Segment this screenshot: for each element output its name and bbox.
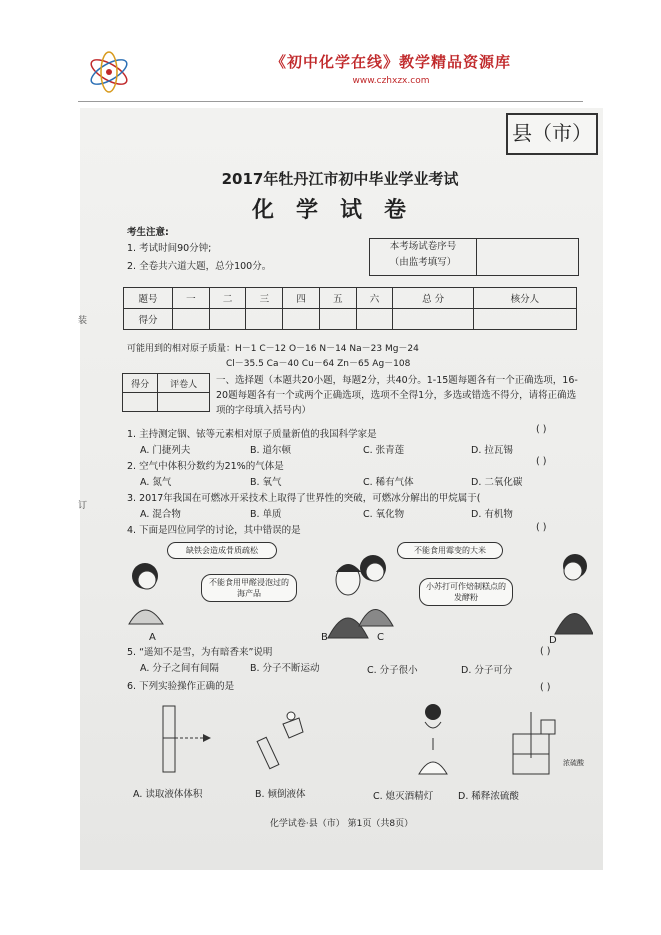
q3-option-d: D. 有机物 (471, 509, 513, 520)
q1-option-b: B. 道尔顿 (250, 445, 292, 456)
score-table-header-row (124, 288, 577, 309)
q1-option-a: A. 门捷列夫 (140, 445, 191, 456)
score-cell (246, 309, 283, 330)
q3-option-b: B. 单质 (250, 509, 282, 520)
grader-value-row (123, 393, 210, 412)
score-cell (393, 309, 473, 330)
q2-option-c: C. 稀有气体 (363, 477, 414, 488)
score-header-cell: 题号 (124, 288, 173, 309)
score-header-cell: 总 分 (393, 288, 473, 309)
notice-heading: 考生注意: (127, 227, 169, 238)
score-header-cell: 六 (356, 288, 393, 309)
score-table (123, 287, 577, 330)
score-cell (209, 309, 246, 330)
q6-option-d: D. 稀释浓硫酸 (458, 791, 519, 802)
atom-logo-icon (84, 51, 134, 93)
subject-title: 化学试卷 (251, 197, 428, 223)
score-header-cell: 三 (246, 288, 283, 309)
site-url[interactable]: www.czhxzx.com (352, 76, 430, 86)
question-5: 5. “遥知不是雪，为有暗香来”说明 (127, 647, 273, 658)
question-3: 3. 2017年我国在可燃冰开采技术上取得了世界性的突破，可燃冰分解出的甲烷属于( (127, 493, 481, 504)
score-cell (173, 309, 210, 330)
binding-mark: 订 (78, 501, 88, 511)
score-header-cell: 四 (283, 288, 320, 309)
answer-paren: ( ) (536, 522, 547, 533)
grader-header-row (123, 374, 210, 393)
q5-option-d: D. 分子可分 (461, 665, 513, 676)
q3-option-a: A. 混合物 (140, 509, 181, 520)
student-label-c: C (377, 632, 384, 643)
score-cell (319, 309, 356, 330)
lab-apparatus-illustration (123, 698, 593, 778)
student-label-d: D (549, 635, 557, 646)
notice-item-2: 2. 全卷共六道大题，总分100分。 (127, 261, 272, 272)
score-header-cell: 核分人 (473, 288, 576, 309)
scanned-exam-page (80, 108, 603, 870)
q5-option-a: A. 分子之间有间隔 (140, 663, 219, 674)
question-2: 2. 空气中体积分数约为21%的气体是 (127, 461, 284, 472)
answer-paren: ( ) (540, 682, 551, 693)
q3-option-c: C. 氧化物 (363, 509, 405, 520)
question-4: 4. 下面是四位同学的讨论，其中错误的是 (127, 525, 301, 536)
q1-option-d: D. 拉瓦锡 (471, 445, 513, 456)
speech-bubble-d: 小苏打可作焙制糕点的发酵粉 (419, 578, 513, 606)
seat-number-label (370, 239, 477, 275)
speech-bubble-a: 缺铁会造成骨质疏松 (167, 542, 277, 559)
binding-mark: 装 (78, 316, 88, 326)
q5-option-c: C. 分子很小 (367, 665, 418, 676)
lab-operations-figure (123, 698, 593, 803)
seat-label-line-2: （由监考填写） (389, 257, 457, 268)
score-cell (283, 309, 320, 330)
q6-option-a: A. 读取液体体积 (133, 789, 203, 800)
speech-bubble-c: 不能食用霉变的大米 (397, 542, 503, 559)
speech-bubble-b: 不能食用甲醛浸泡过的海产品 (201, 574, 297, 602)
score-header-cell: 五 (319, 288, 356, 309)
student-label-b: B (321, 632, 328, 643)
atomic-masses-line-1: 可能用到的相对原子质量：H－1 C－12 O－16 N－14 Na－23 Mg－24 (127, 344, 419, 354)
acid-tag: 浓硫酸 (563, 759, 584, 767)
atomic-masses-line-2: Cl－35.5 Ca－40 Cu－64 Zn－65 Ag－108 (226, 359, 411, 369)
seat-number-box (369, 238, 579, 276)
q2-option-a: A. 氮气 (140, 477, 172, 488)
q2-option-d: D. 二氧化碳 (471, 477, 523, 488)
grader-cell (123, 393, 158, 412)
grader-header-cell: 评卷人 (158, 374, 210, 393)
q2-option-b: B. 氧气 (250, 477, 282, 488)
q6-option-c: C. 熄灭酒精灯 (373, 791, 434, 802)
exam-title: 2017年牡丹江市初中毕业学业考试 (221, 170, 459, 188)
county-box: 县（市） (506, 113, 598, 155)
score-row-label: 得分 (124, 309, 173, 330)
grader-header-cell: 得分 (123, 374, 158, 393)
q5-option-b: B. 分子不断运动 (250, 663, 320, 674)
score-header-cell: 二 (209, 288, 246, 309)
site-title: 《初中化学在线》教学精品资源库 (270, 53, 511, 71)
score-cell (473, 309, 576, 330)
grader-table (122, 373, 210, 412)
answer-paren: ( ) (536, 456, 547, 467)
question-1: 1. 主持测定铟、铱等元素相对原子质量新值的我国科学家是 (127, 429, 377, 440)
header-divider (78, 101, 583, 102)
seat-label-line-1: 本考场试卷序号 (389, 241, 457, 252)
section-intro: 一、选择题（本题共20小题，每题2分，共40分。1-15题每题各有一个正确选项，16-20题每题各有一个或两个正确选项，选项不全得1分，多选或错选不得分，请将正确选项的字母填入括号内） (216, 375, 578, 416)
answer-paren: ( ) (536, 424, 547, 435)
page-footer: 化学试卷·县（市） 第1页（共8页） (269, 819, 414, 829)
question-6: 6. 下列实验操作正确的是 (127, 681, 235, 692)
grader-cell (158, 393, 210, 412)
score-cell (356, 309, 393, 330)
header-banner (78, 45, 583, 100)
q6-option-b: B. 倾倒液体 (255, 789, 306, 800)
answer-paren: ( ) (540, 646, 551, 657)
score-header-cell: 一 (173, 288, 210, 309)
q1-option-c: C. 张青莲 (363, 445, 405, 456)
discussion-cartoon (123, 538, 593, 648)
score-table-value-row (124, 309, 577, 330)
notice-item-1: 1. 考试时间90分钟; (127, 243, 212, 254)
student-label-a: A (149, 632, 156, 643)
